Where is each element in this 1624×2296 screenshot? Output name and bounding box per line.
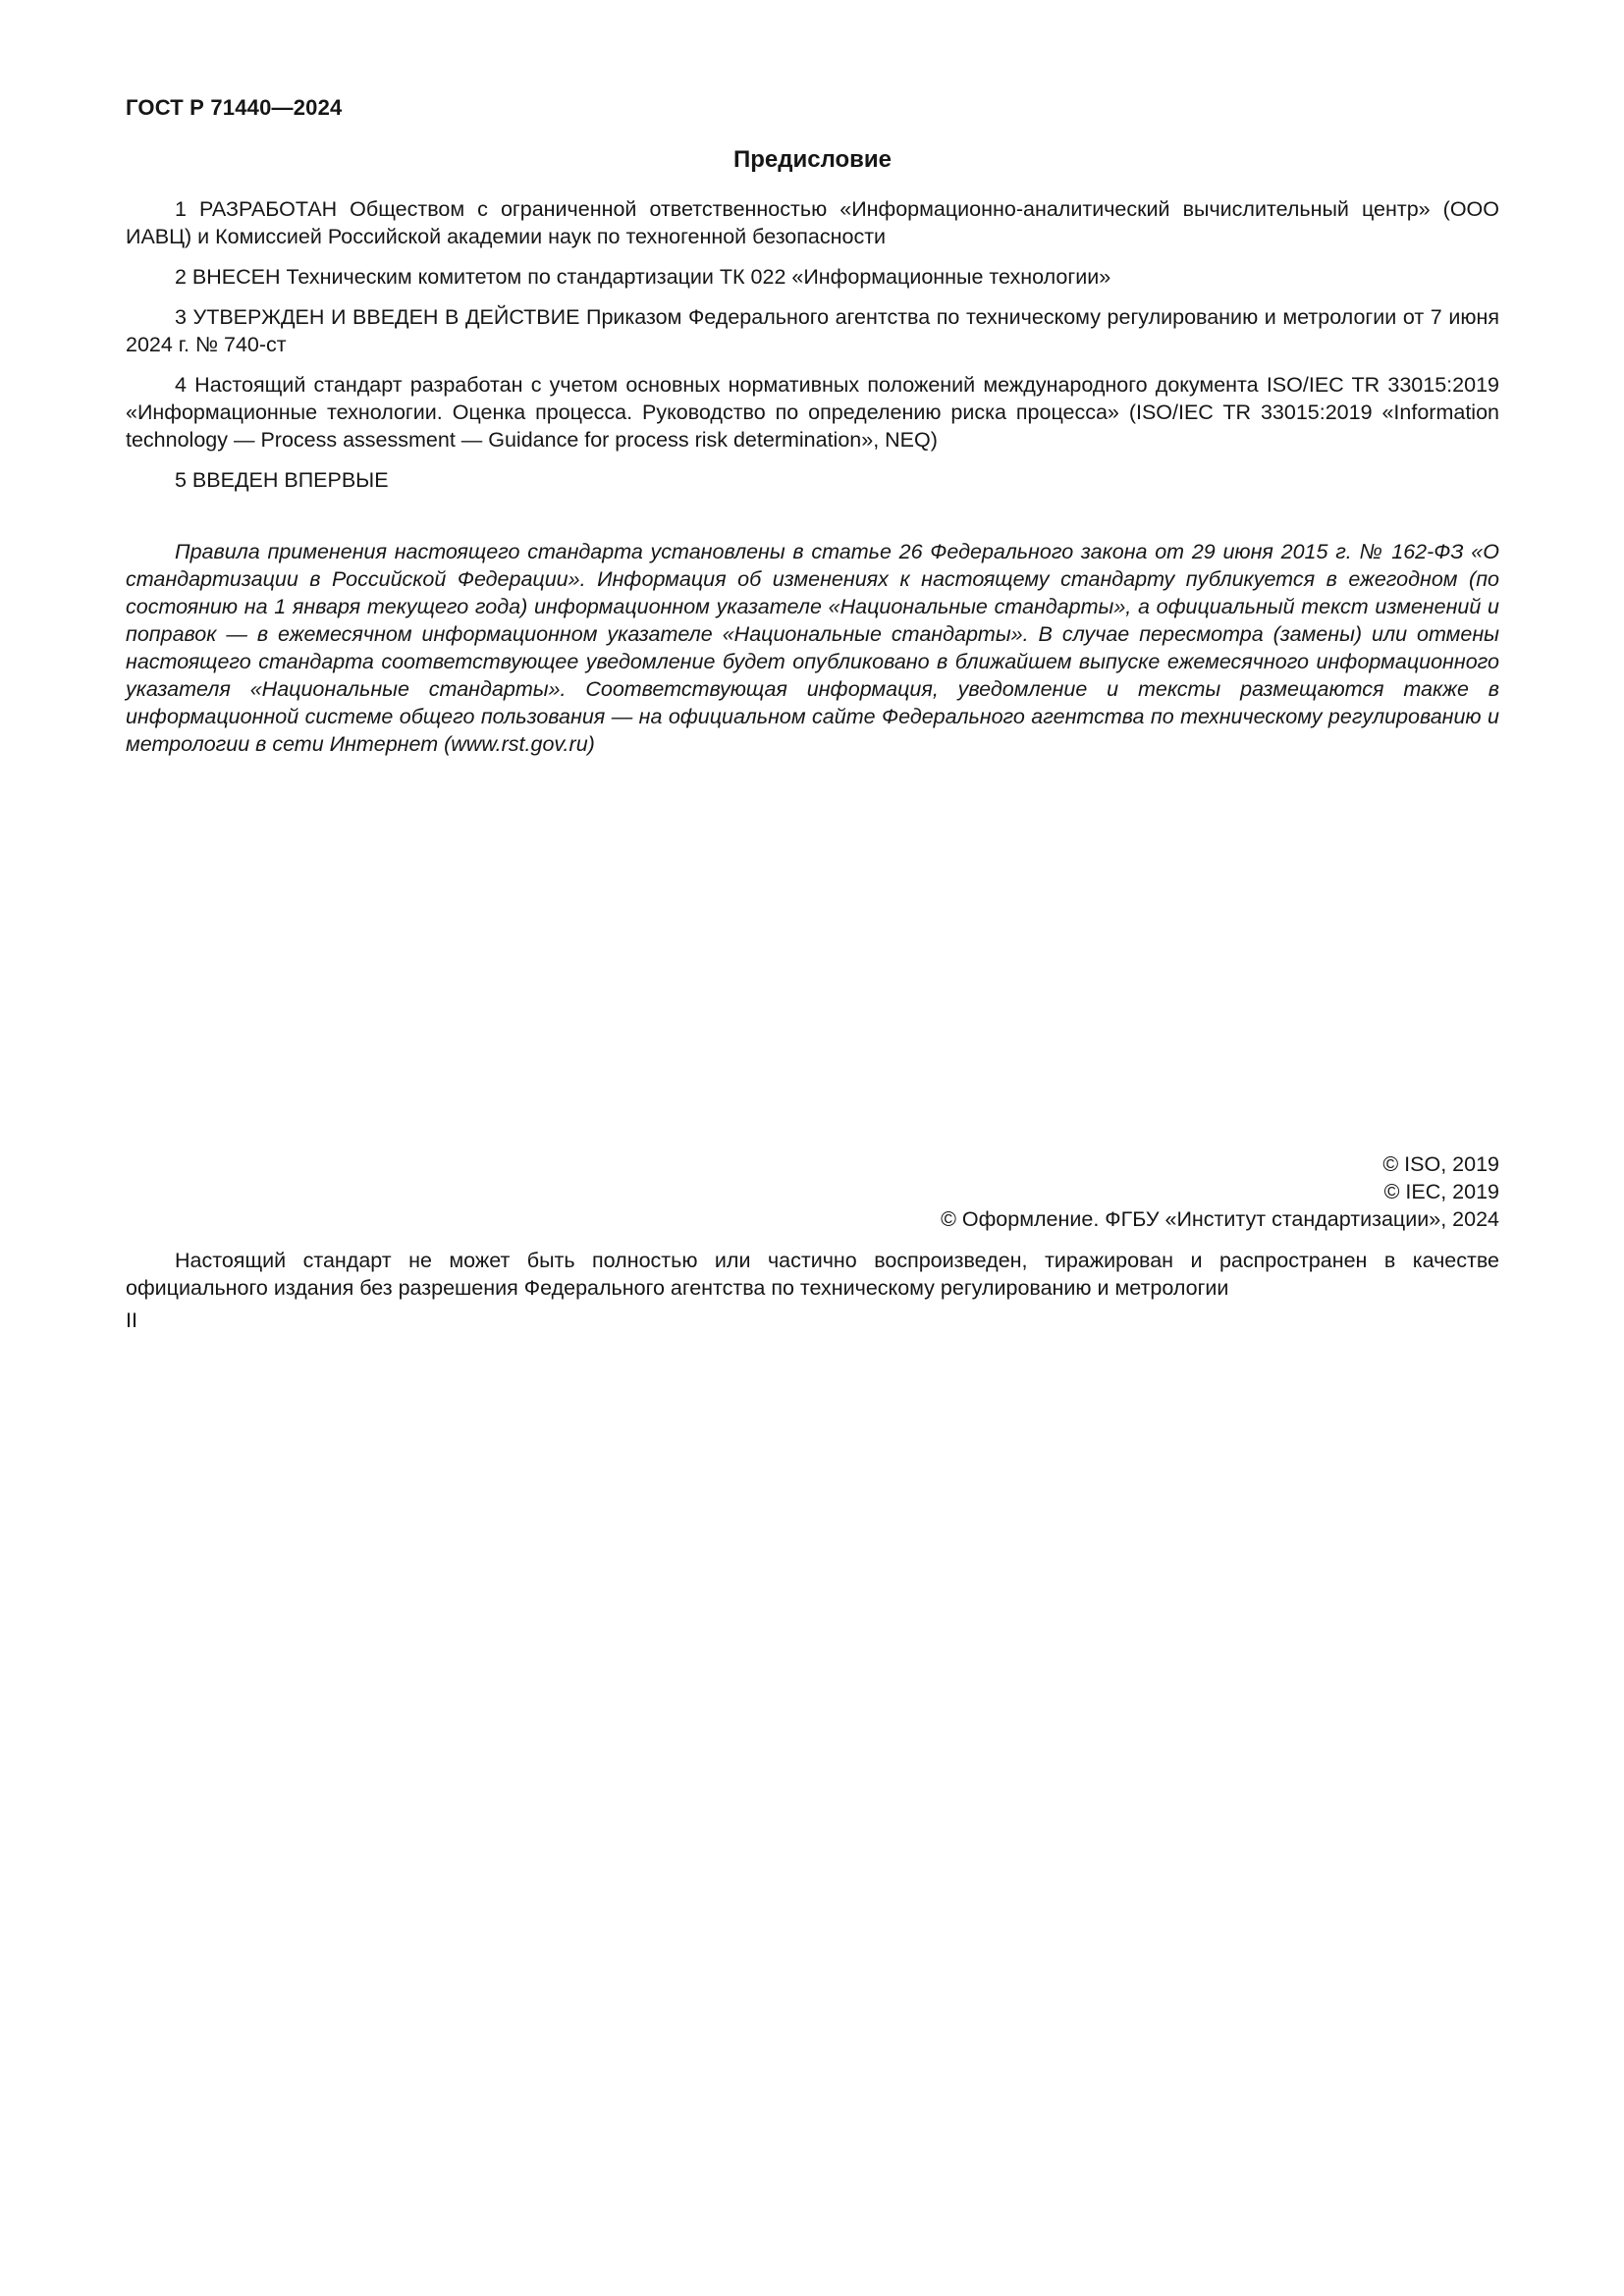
blank-area <box>126 758 1499 1150</box>
copyright-line-iec: © IEC, 2019 <box>1383 1180 1499 1203</box>
foreword-item-2: 2 ВНЕСЕН Техническим комитетом по стандартизации ТК 022 «Информационные технологии» <box>175 265 1111 289</box>
legal-application-notice: Правила применения настоящего стандарта установлены в статье 26 Федерального закона от 29 июня 2015 г. № 162-ФЗ «О стандартизации в Российской Федерации». Информация об изменениях к настоящему стандарту публикуется в ежегодном (по состоянию на 1 января текущего года) информационном указателе «Национальные стандарты», а официальный текст изменений и поправок — в ежемесячном информационном указателе «Национальные стандарты». В случае пересмотра (замены) или отмены настоящего стандарта соответствующее уведомление будет опубликовано в ближайшем выпуске ежемесячного информационного указателя «Национальные стандарты». Соответствующая информация, уведомление и тексты размещаются также в информационной системе общего пользования — на официальном сайте Федерального агентства по техническому регулированию и метрологии в сети Интернет (www.rst.gov.ru) <box>126 540 1499 756</box>
foreword-item-5: 5 ВВЕДЕН ВПЕРВЫЕ <box>175 468 389 492</box>
reproduction-restriction-notice: Настоящий стандарт не может быть полностью или частично воспроизведен, тиражирован и распространен в качестве официального издания без разрешения Федерального агентства по техническому регулированию и метрологии <box>126 1249 1499 1300</box>
foreword-item-4: 4 Настоящий стандарт разработан с учетом основных нормативных положений международного документа ISO/IEC TR 33015:2019 «Информационные технологии. Оценка процесса. Руководство по определению риска процесса» (ISO/IEC TR 33015:2019 «Information technology — Process assessment — Guidance for process risk determination», NEQ) <box>126 373 1499 452</box>
copyright-line-iso: © ISO, 2019 <box>1382 1152 1499 1176</box>
page-number: II <box>126 1308 137 1332</box>
doc-code-header: ГОСТ Р 71440—2024 <box>126 95 343 120</box>
copyright-block <box>126 1150 1499 1233</box>
copyright-line-design: © Оформление. ФГБУ «Институт стандартизации», 2024 <box>941 1207 1499 1231</box>
page-title: Предисловие <box>732 146 893 173</box>
foreword-item-1: 1 РАЗРАБОТАН Обществом с ограниченной ответственностью «Информационно-аналитический вычислительный центр» (ООО ИАВЦ) и Комиссией Российской академии наук по техногенной безопасности <box>126 197 1499 248</box>
foreword-item-3: 3 УТВЕРЖДЕН И ВВЕДЕН В ДЕЙСТВИЕ Приказом Федерального агентства по техническому регулированию и метрологии от 7 июня 2024 г. № 740-ст <box>126 305 1499 356</box>
